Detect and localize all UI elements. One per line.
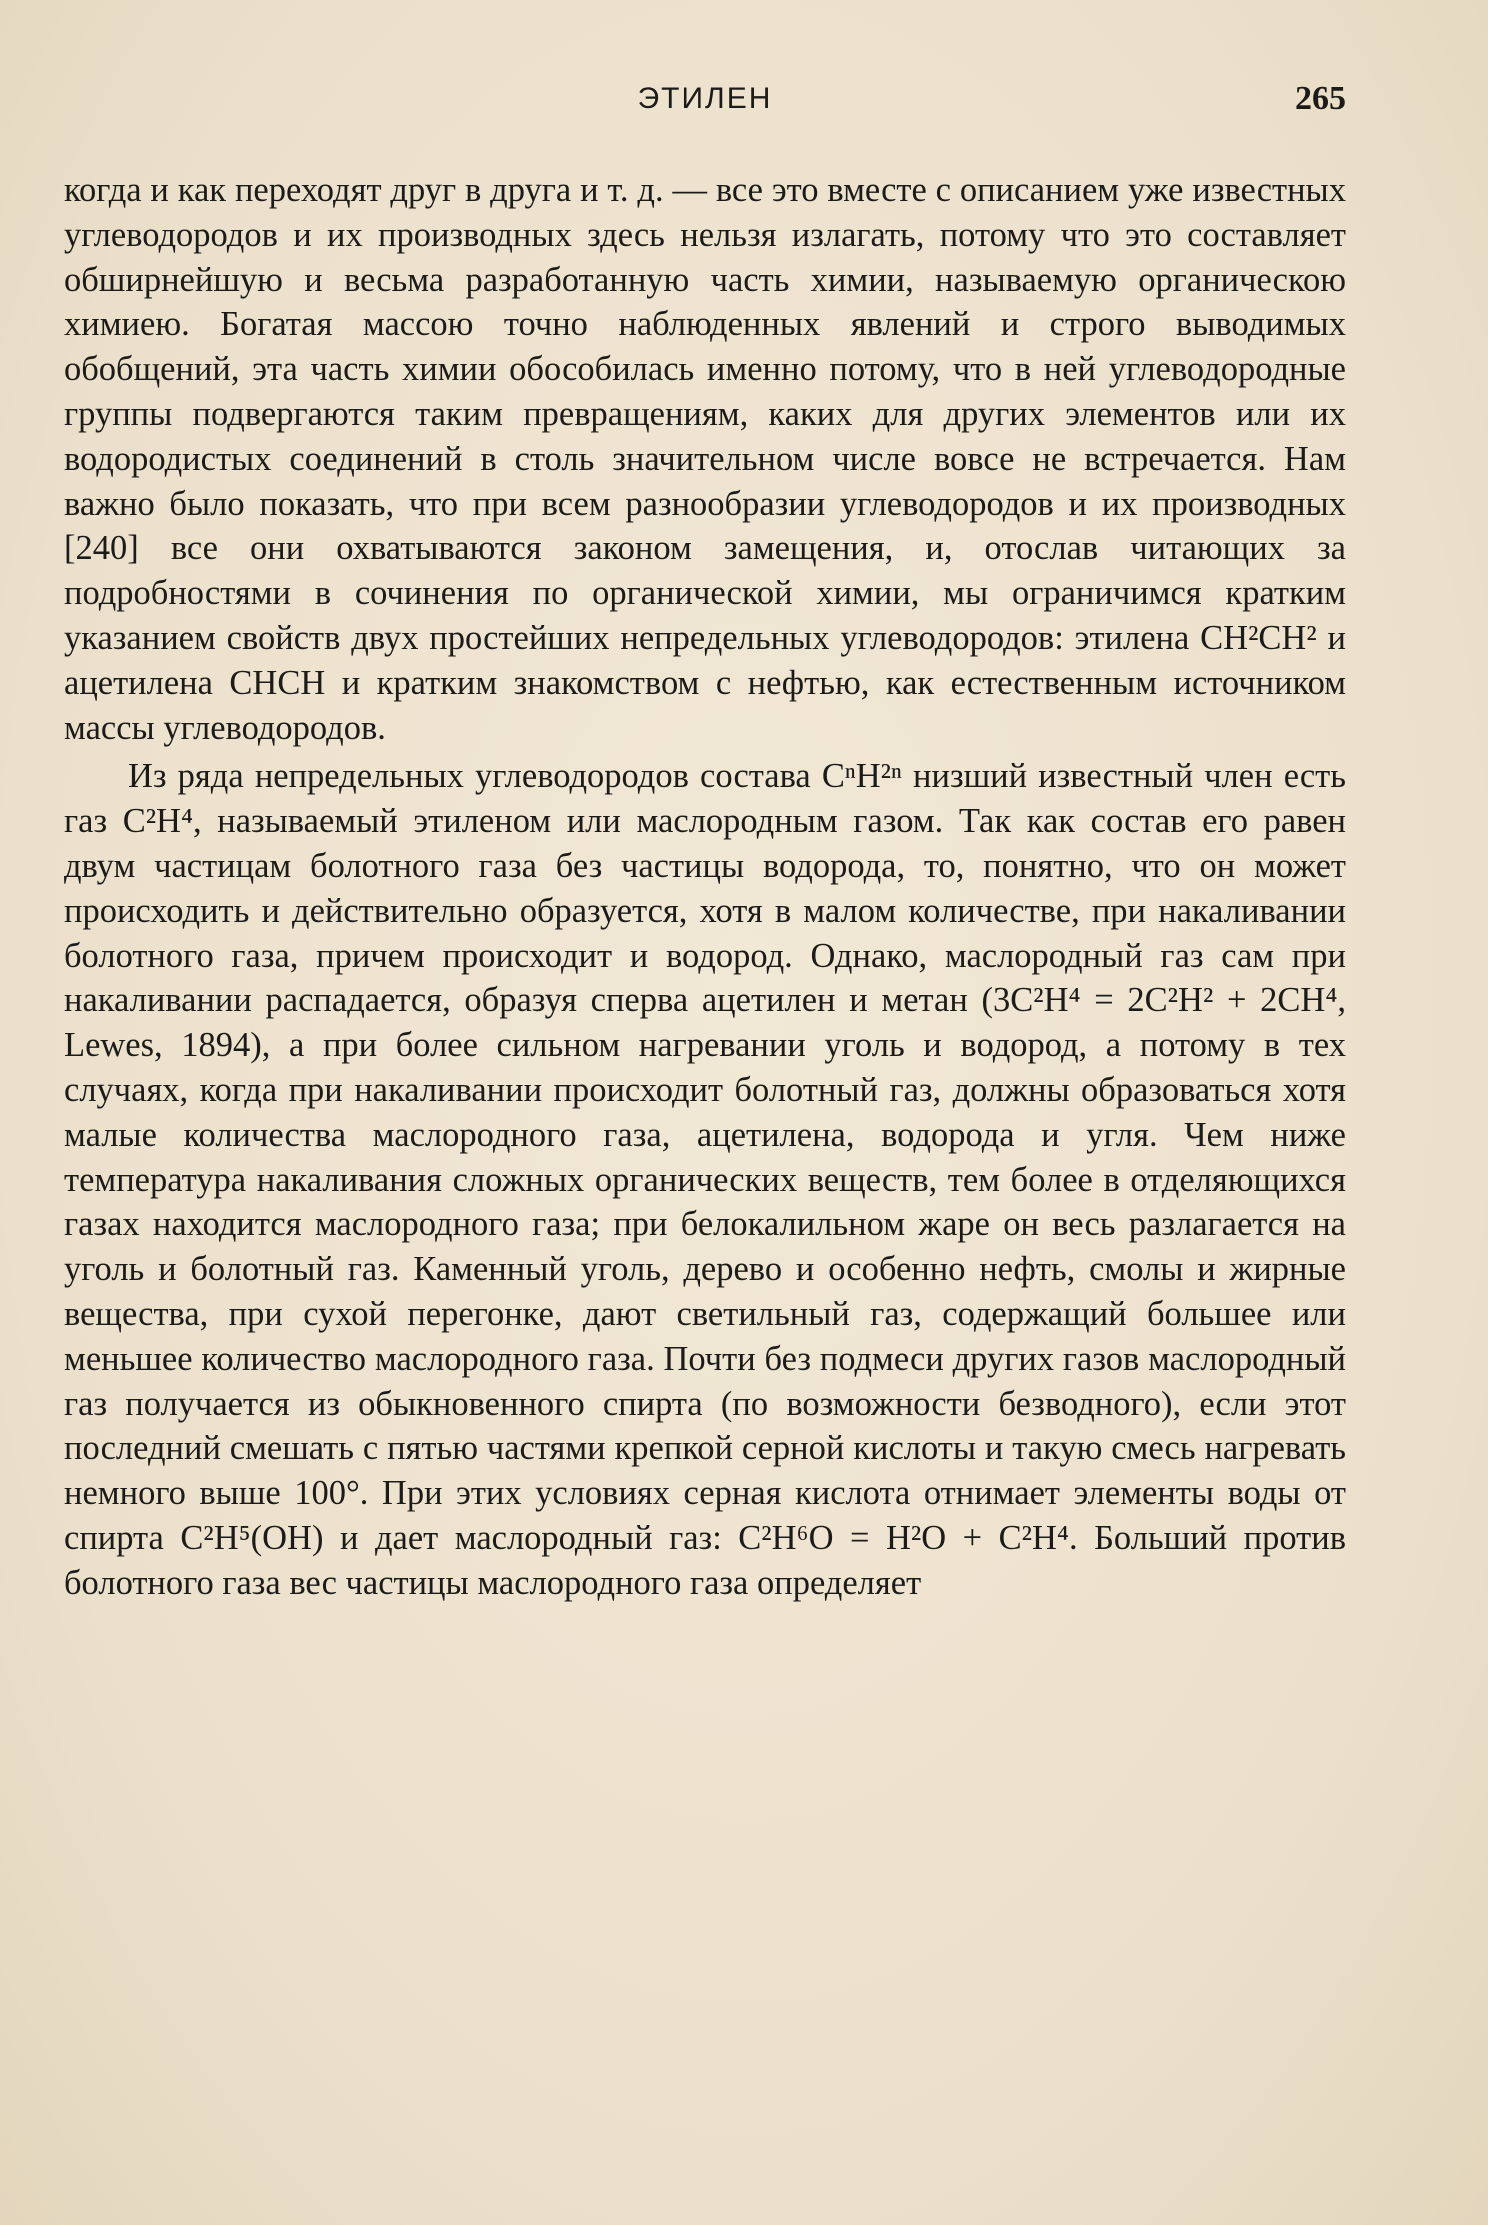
running-title: ЭТИЛЕН bbox=[637, 82, 773, 115]
paragraph: Из ряда непредельных углеводородов состава CⁿH²ⁿ низший известный член есть газ C²H⁴, называемый этиленом или маслородным газом. Так как состав его равен двум частицам болотного газа без частицы водорода, то, понятно, что он может происходить и действительно образуется, хотя в малом количестве, при накаливании болотного газа, причем происходит и водород. Однако, маслородный газ сам при накаливании распадается, образуя сперва ацетилен и метан (3C²H⁴ = 2C²H² + 2CH⁴, Lewes, 1894), а при более сильном нагревании уголь и водород, а потому в тех случаях, когда при накаливании происходит болотный газ, должны образоваться хотя малые количества маслородного газа, ацетилена, водорода и угля. Чем ниже температура накаливания сложных органических веществ, тем более в отделяющихся газах находится маслородного газа; при белокалильном жаре он весь разлагается на уголь и болотный газ. Каменный уголь, дерево и особенно нефть, смолы и жирные вещества, при сухой перегонке, дают светильный газ, содержащий большее или меньшее количество маслородного газа. Почти без подмеси других газов маслородный газ получается из обыкновенного спирта (по возможности безводного), если этот последний смешать с пятью частями крепкой серной кислоты и такую смесь нагревать немного выше 100°. При этих условиях серная кислота отнимает элементы воды от спирта C²H⁵(OH) и дает маслородный газ: C²H⁶O = H²O + C²H⁴. Больший против болотного газа вес частицы маслородного газа определяет bbox=[64, 757, 1346, 1602]
paragraph: когда и как переходят друг в друга и т. д. — все это вместе с описанием уже известных углеводородов и их производных здесь нельзя излагать, потому что это составляет обширнейшую и весьма разработанную часть химии, называемую органическою химиею. Богатая массою точно наблюденных явлений и строго выводимых обобщений, эта часть химии обособилась именно потому, что в ней углеводородные группы подвергаются таким превращениям, каких для других элементов или их водородистых соединений в столь значительном числе вовсе не встречается. Нам важно было показать, что при всем разнообразии углеводородов и их производных [240] все они охватываются законом замещения, и, отослав читающих за подробностями в сочинения по органической химии, мы ограничимся кратким указанием свойств двух простейших непредельных углеводородов: этилена CH²CH² и ацетилена CHCH и кратким знакомством с нефтью, как естественным источником массы углеводородов. bbox=[64, 171, 1346, 747]
page-number: 265 bbox=[1295, 80, 1346, 117]
running-head bbox=[64, 78, 1346, 122]
body-text bbox=[64, 168, 1346, 1606]
